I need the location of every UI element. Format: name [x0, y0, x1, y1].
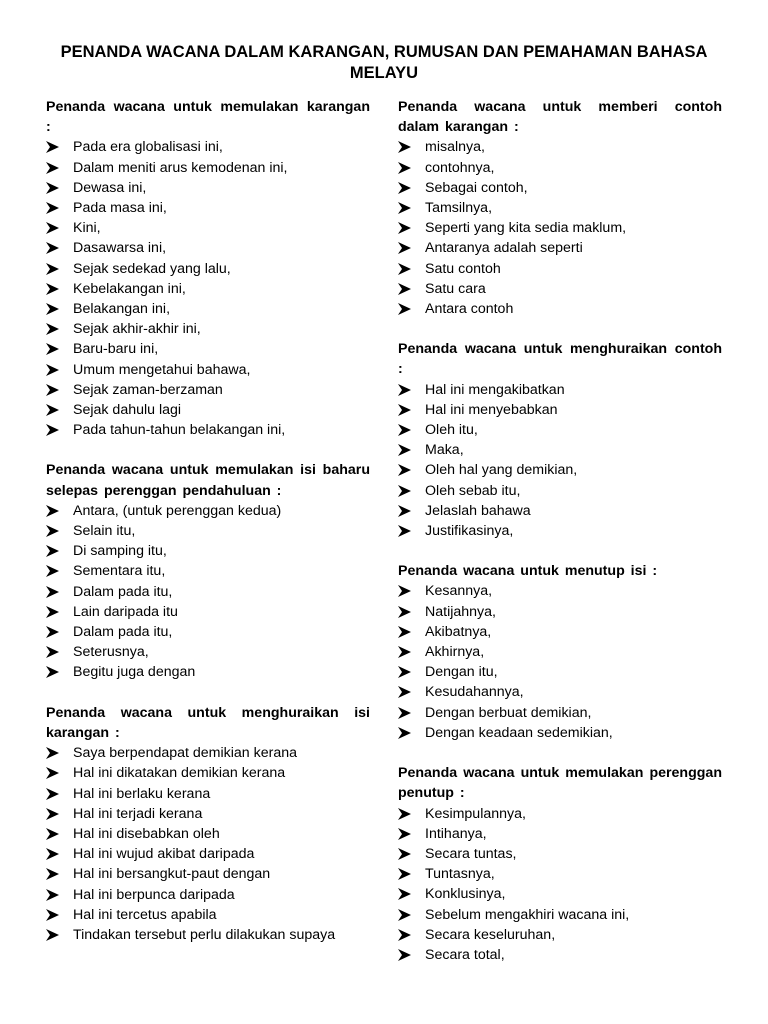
arrowhead-bullet-icon [398, 299, 412, 319]
list-item [46, 521, 370, 541]
section [398, 339, 722, 541]
list-item-text: Umum mengetahui bahawa, [73, 361, 251, 378]
list-item-text: Dewasa ini, [73, 179, 147, 196]
list-item [46, 763, 370, 783]
page-title: PENANDA WACANA DALAM KARANGAN, RUMUSAN DAN PEMAHAMAN BAHASA MELAYU [60, 43, 708, 82]
list-item [46, 642, 370, 662]
list-item [398, 602, 722, 622]
arrowhead-bullet-icon [46, 642, 60, 662]
section [46, 703, 370, 945]
arrowhead-bullet-icon [46, 360, 60, 380]
list-item-text: Akhirnya, [425, 644, 485, 661]
section-heading: Penanda wacana untuk memulakan isi baharu selepas perenggan pendahuluan : [46, 462, 370, 499]
list-item-text: Oleh sebab itu, [425, 482, 521, 499]
list-item [46, 299, 370, 319]
bullet-list [46, 501, 370, 683]
arrowhead-bullet-icon [46, 784, 60, 804]
list-item-text: Sebagai contoh, [425, 179, 528, 196]
arrowhead-bullet-icon [46, 501, 60, 521]
list-item [398, 218, 722, 238]
list-item-text: Sebelum mengakhiri wacana ini, [425, 906, 630, 923]
list-item [398, 380, 722, 400]
list-item-text: Hal ini wujud akibat daripada [73, 846, 255, 863]
list-item-text: Dalam meniti arus kemodenan ini, [73, 159, 288, 176]
arrowhead-bullet-icon [398, 884, 412, 904]
list-item [398, 481, 722, 501]
list-item-text: Satu cara [425, 280, 486, 297]
list-item [46, 602, 370, 622]
list-item [46, 582, 370, 602]
list-item-text: Dengan itu, [425, 664, 498, 681]
arrowhead-bullet-icon [46, 763, 60, 783]
list-item-text: Belakangan ini, [73, 301, 171, 318]
list-item [46, 259, 370, 279]
list-item [46, 238, 370, 258]
list-item-text: Hal ini berlaku kerana [73, 785, 211, 802]
arrowhead-bullet-icon [46, 400, 60, 420]
list-item [398, 400, 722, 420]
arrowhead-bullet-icon [398, 864, 412, 884]
arrowhead-bullet-icon [398, 521, 412, 541]
list-item-text: Natijahnya, [425, 603, 496, 620]
list-item [398, 723, 722, 743]
list-item-text: Antara, (untuk perenggan kedua) [73, 502, 282, 519]
arrowhead-bullet-icon [46, 238, 60, 258]
list-item [398, 844, 722, 864]
list-item-text: Baru-baru ini, [73, 341, 159, 358]
arrowhead-bullet-icon [398, 481, 412, 501]
list-item [46, 864, 370, 884]
list-item [46, 198, 370, 218]
arrowhead-bullet-icon [46, 420, 60, 440]
arrowhead-bullet-icon [398, 602, 412, 622]
list-item-text: Jelaslah bahawa [425, 502, 531, 519]
list-item-text: Tuntasnya, [425, 866, 495, 883]
list-item [46, 804, 370, 824]
section-heading: Penanda wacana untuk memulakan karangan : [46, 99, 370, 136]
list-item-text: contohnya, [425, 159, 495, 176]
bullet-list [46, 743, 370, 945]
section-heading: Penanda wacana untuk memulakan perenggan penutup : [398, 765, 722, 802]
list-item-text: Hal ini dikatakan demikian kerana [73, 765, 286, 782]
list-item-text: Selain itu, [73, 523, 136, 540]
list-item [46, 925, 370, 945]
list-item-text: misalnya, [425, 139, 485, 156]
list-item [46, 885, 370, 905]
arrowhead-bullet-icon [398, 198, 412, 218]
list-item-text: Konklusinya, [425, 886, 506, 903]
list-item-text: Sejak zaman-berzaman [73, 381, 223, 398]
arrowhead-bullet-icon [46, 905, 60, 925]
list-item [398, 622, 722, 642]
arrowhead-bullet-icon [46, 844, 60, 864]
arrowhead-bullet-icon [46, 662, 60, 682]
list-item [46, 784, 370, 804]
list-item-text: Kebelakangan ini, [73, 280, 186, 297]
arrowhead-bullet-icon [398, 137, 412, 157]
list-item-text: Hal ini terjadi kerana [73, 805, 203, 822]
list-item [398, 662, 722, 682]
list-item [46, 380, 370, 400]
list-item-text: Kesannya, [425, 583, 493, 600]
arrowhead-bullet-icon [398, 945, 412, 965]
arrowhead-bullet-icon [398, 804, 412, 824]
list-item [398, 642, 722, 662]
list-item-text: Justifikasinya, [425, 523, 514, 540]
list-item-text: Secara keseluruhan, [425, 926, 556, 943]
section [398, 763, 722, 965]
arrowhead-bullet-icon [46, 885, 60, 905]
arrowhead-bullet-icon [398, 905, 412, 925]
list-item-text: Sementara itu, [73, 563, 166, 580]
list-item-text: Hal ini menyebabkan [425, 401, 558, 418]
list-item [398, 905, 722, 925]
list-item-text: Hal ini berpunca daripada [73, 886, 235, 903]
list-item-text: Akibatnya, [425, 623, 492, 640]
list-item-text: Dengan keadaan sedemikian, [425, 724, 613, 741]
list-item [46, 158, 370, 178]
list-item-text: Oleh itu, [425, 422, 478, 439]
list-item-text: Lain daripada itu [73, 603, 178, 620]
list-item [46, 824, 370, 844]
section [398, 97, 722, 319]
section [46, 97, 370, 440]
list-item [46, 279, 370, 299]
list-item [46, 561, 370, 581]
list-item [398, 521, 722, 541]
arrowhead-bullet-icon [398, 642, 412, 662]
list-item-text: Dalam pada itu, [73, 624, 173, 641]
arrowhead-bullet-icon [46, 804, 60, 824]
right-column [398, 97, 722, 985]
arrowhead-bullet-icon [46, 561, 60, 581]
arrowhead-bullet-icon [46, 622, 60, 642]
list-item-text: Hal ini bersangkut-paut dengan [73, 866, 271, 883]
list-item-text: Kini, [73, 220, 101, 237]
arrowhead-bullet-icon [398, 279, 412, 299]
list-item-text: Tamsilnya, [425, 200, 493, 217]
arrowhead-bullet-icon [46, 137, 60, 157]
list-item [46, 319, 370, 339]
arrowhead-bullet-icon [398, 440, 412, 460]
list-item [398, 178, 722, 198]
list-item [398, 279, 722, 299]
list-item [398, 238, 722, 258]
list-item [398, 682, 722, 702]
list-item [46, 178, 370, 198]
list-item-text: Pada tahun-tahun belakangan ini, [73, 422, 286, 439]
list-item-text: Pada era globalisasi ini, [73, 139, 223, 156]
list-item-text: Secara total, [425, 946, 505, 963]
list-item [398, 581, 722, 601]
list-item [46, 339, 370, 359]
list-item [398, 460, 722, 480]
arrowhead-bullet-icon [46, 198, 60, 218]
bullet-list [398, 380, 722, 542]
list-item [46, 360, 370, 380]
list-item [398, 137, 722, 157]
list-item-text: Antaranya adalah seperti [425, 240, 583, 257]
list-item-text: Seperti yang kita sedia maklum, [425, 220, 627, 237]
list-item [398, 824, 722, 844]
bullet-list [398, 804, 722, 966]
list-item [46, 905, 370, 925]
arrowhead-bullet-icon [46, 541, 60, 561]
list-item [398, 703, 722, 723]
list-item [398, 501, 722, 521]
arrowhead-bullet-icon [46, 158, 60, 178]
list-item-text: Seterusnya, [73, 644, 149, 661]
list-item-text: Hal ini tercetus apabila [73, 906, 217, 923]
list-item [398, 884, 722, 904]
arrowhead-bullet-icon [46, 178, 60, 198]
arrowhead-bullet-icon [398, 501, 412, 521]
list-item-text: Di samping itu, [73, 543, 167, 560]
arrowhead-bullet-icon [398, 218, 412, 238]
list-item-text: Hal ini mengakibatkan [425, 381, 565, 398]
list-item [398, 420, 722, 440]
list-item-text: Dengan berbuat demikian, [425, 704, 592, 721]
list-item [398, 158, 722, 178]
list-item-text: Sejak sedekad yang lalu, [73, 260, 231, 277]
list-item-text: Kesudahannya, [425, 684, 524, 701]
arrowhead-bullet-icon [398, 723, 412, 743]
list-item-text: Satu contoh [425, 260, 501, 277]
list-item-text: Pada masa ini, [73, 200, 167, 217]
list-item-text: Dasawarsa ini, [73, 240, 167, 257]
list-item [398, 945, 722, 965]
arrowhead-bullet-icon [46, 864, 60, 884]
arrowhead-bullet-icon [398, 400, 412, 420]
arrowhead-bullet-icon [46, 380, 60, 400]
arrowhead-bullet-icon [398, 420, 412, 440]
arrowhead-bullet-icon [46, 319, 60, 339]
bullet-list [46, 137, 370, 440]
list-item [46, 662, 370, 682]
arrowhead-bullet-icon [46, 824, 60, 844]
bullet-list [398, 581, 722, 743]
list-item [46, 844, 370, 864]
section-heading: Penanda wacana untuk memberi contoh dalam karangan : [398, 99, 722, 136]
section-heading: Penanda wacana untuk menghuraikan isi karangan : [46, 704, 370, 741]
arrowhead-bullet-icon [46, 521, 60, 541]
list-item [398, 198, 722, 218]
list-item-text: Tindakan tersebut perlu dilakukan supaya [73, 926, 336, 943]
list-item-text: Intihanya, [425, 825, 487, 842]
arrowhead-bullet-icon [398, 460, 412, 480]
list-item-text: Saya berpendapat demikian kerana [73, 745, 298, 762]
list-item [46, 400, 370, 420]
list-item [398, 804, 722, 824]
arrowhead-bullet-icon [46, 259, 60, 279]
list-item-text: Begitu juga dengan [73, 664, 196, 681]
arrowhead-bullet-icon [46, 299, 60, 319]
arrowhead-bullet-icon [46, 925, 60, 945]
arrowhead-bullet-icon [398, 824, 412, 844]
arrowhead-bullet-icon [398, 581, 412, 601]
list-item-text: Hal ini disebabkan oleh [73, 825, 220, 842]
list-item [46, 541, 370, 561]
arrowhead-bullet-icon [398, 622, 412, 642]
arrowhead-bullet-icon [398, 682, 412, 702]
section [46, 460, 370, 682]
arrowhead-bullet-icon [46, 743, 60, 763]
section-heading: Penanda wacana untuk menghuraikan contoh : [398, 341, 722, 378]
section-heading: Penanda wacana untuk menutup isi : [398, 563, 658, 580]
list-item [398, 864, 722, 884]
list-item [46, 137, 370, 157]
list-item [398, 259, 722, 279]
arrowhead-bullet-icon [398, 844, 412, 864]
list-item [46, 743, 370, 763]
list-item [398, 299, 722, 319]
arrowhead-bullet-icon [46, 218, 60, 238]
arrowhead-bullet-icon [398, 259, 412, 279]
list-item-text: Sejak akhir-akhir ini, [73, 321, 201, 338]
arrowhead-bullet-icon [46, 279, 60, 299]
arrowhead-bullet-icon [398, 703, 412, 723]
section [398, 561, 722, 743]
arrowhead-bullet-icon [46, 339, 60, 359]
list-item-text: Sejak dahulu lagi [73, 402, 182, 419]
left-column [46, 97, 370, 965]
list-item-text: Kesimpulannya, [425, 805, 526, 822]
list-item [46, 218, 370, 238]
list-item-text: Oleh hal yang demikian, [425, 462, 578, 479]
list-item [398, 440, 722, 460]
list-item [398, 925, 722, 945]
list-item [46, 622, 370, 642]
list-item-text: Antara contoh [425, 301, 514, 318]
list-item-text: Secara tuntas, [425, 845, 517, 862]
arrowhead-bullet-icon [398, 662, 412, 682]
arrowhead-bullet-icon [398, 158, 412, 178]
arrowhead-bullet-icon [46, 582, 60, 602]
arrowhead-bullet-icon [398, 925, 412, 945]
arrowhead-bullet-icon [398, 380, 412, 400]
list-item [46, 420, 370, 440]
arrowhead-bullet-icon [46, 602, 60, 622]
list-item [46, 501, 370, 521]
arrowhead-bullet-icon [398, 178, 412, 198]
list-item-text: Dalam pada itu, [73, 583, 173, 600]
bullet-list [398, 137, 722, 319]
arrowhead-bullet-icon [398, 238, 412, 258]
list-item-text: Maka, [425, 442, 464, 459]
